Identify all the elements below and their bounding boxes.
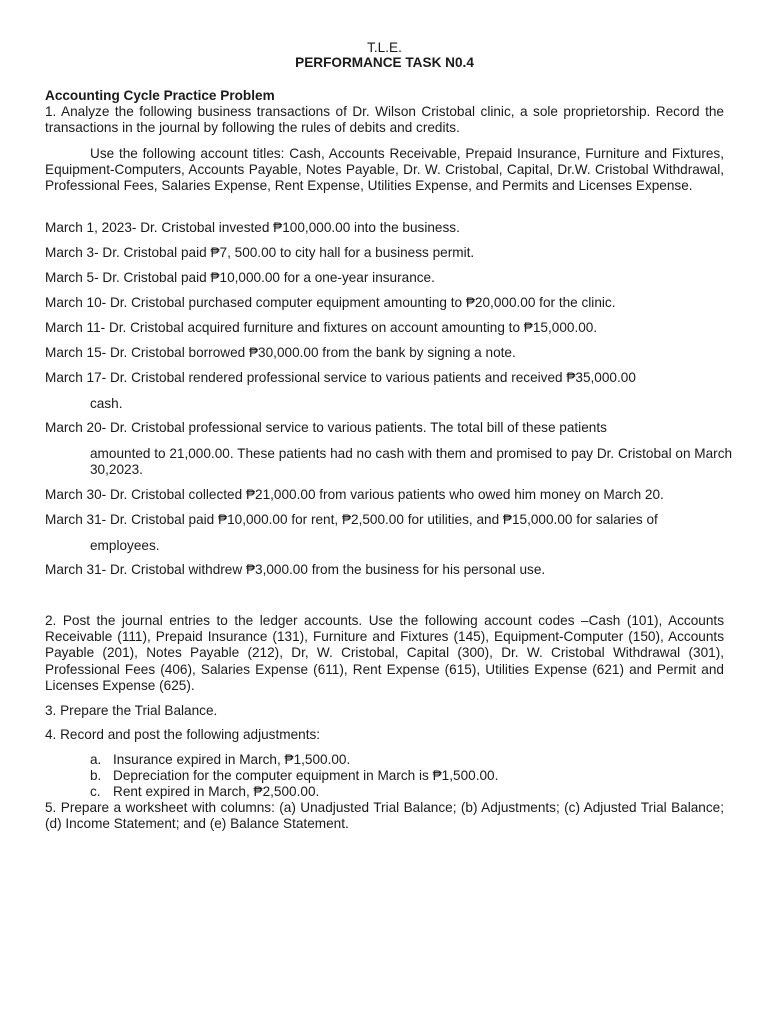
item-2-instructions: 2. Post the journal entries to the ledger accounts. Use the following account codes –Cash (101), Accounts Receivable (111), Prepaid Insurance (131), Furniture and Fixtures (145), Equipment-Computer (150), Accounts Payable (201), Notes Payable (212), Dr, W. Cristobal, Capital (300), Dr. W. Cristobal Withdrawal (301), Professional Fees (406), Salaries Expense (611), Rent Expense (615), Utilities Expense (621) and Permit and Licenses Expense (625). — [45, 613, 724, 693]
transaction-march-11: March 11- Dr. Cristobal acquired furniture and fixtures on account amounting to ₱15,000.00. — [45, 320, 598, 335]
transaction-march-20-cont: amounted to 21,000.00. These patients had no cash with them and promised to pay Dr. Cristobal on March 30,2023. — [90, 446, 733, 478]
adjustment-text: Rent expired in March, ₱2,500.00. — [113, 784, 320, 799]
adjustment-marker: c. — [90, 784, 101, 799]
transaction-march-3: March 3- Dr. Cristobal paid ₱7, 500.00 to city hall for a business permit. — [45, 245, 475, 260]
account-titles-note: Use the following account titles: Cash, Accounts Receivable, Prepaid Insurance, Furniture and Fixtures, Equipment-Computers, Accounts Payable, Notes Payable, Dr. W. Cristobal, Capital, Dr.W. Cristobal Withdrawal, Professional Fees, Salaries Expense, Rent Expense, Utilities Expense, and Permits and Licenses Expense. — [45, 146, 724, 194]
adjustment-item — [90, 784, 724, 800]
transaction-march-5: March 5- Dr. Cristobal paid ₱10,000.00 for a one-year insurance. — [45, 270, 435, 285]
transaction-march-15: March 15- Dr. Cristobal borrowed ₱30,000.00 from the bank by signing a note. — [45, 345, 516, 360]
transaction-march-31-withdrawal: March 31- Dr. Cristobal withdrew ₱3,000.00 from the business for his personal use. — [45, 562, 546, 577]
transaction-march-1: March 1, 2023- Dr. Cristobal invested ₱100,000.00 into the business. — [45, 220, 460, 235]
item-1-instructions: 1. Analyze the following business transactions of Dr. Wilson Cristobal clinic, a sole proprietorship. Record the transactions in the journal by following the rules of debits and credits. — [45, 104, 724, 136]
adjustment-marker: a. — [90, 752, 102, 767]
header-line-1: T.L.E. — [367, 40, 402, 55]
item-5-instructions: 5. Prepare a worksheet with columns: (a) Unadjusted Trial Balance; (b) Adjustments; (c) Adjusted Trial Balance; (d) Income Statement; and (e) Balance Statement. — [45, 800, 724, 832]
transaction-march-17-cont: cash. — [90, 396, 123, 411]
transaction-march-31-payments-cont: employees. — [90, 538, 160, 553]
item-4-instructions: 4. Record and post the following adjustments: — [45, 727, 321, 742]
item-3-instructions: 3. Prepare the Trial Balance. — [45, 703, 218, 718]
adjustment-item — [90, 768, 724, 784]
transaction-march-31-payments: March 31- Dr. Cristobal paid ₱10,000.00 for rent, ₱2,500.00 for utilities, and ₱15,000.00 for salaries of — [45, 512, 658, 527]
adjustment-text: Depreciation for the computer equipment in March is ₱1,500.00. — [113, 768, 499, 783]
adjustment-marker: b. — [90, 768, 102, 783]
transaction-march-20: March 20- Dr. Cristobal professional service to various patients. The total bill of these patients — [45, 420, 607, 435]
transaction-march-30: March 30- Dr. Cristobal collected ₱21,000.00 from various patients who owed him money on March 20. — [45, 487, 664, 502]
section-title: Accounting Cycle Practice Problem — [45, 88, 275, 103]
transaction-march-10: March 10- Dr. Cristobal purchased computer equipment amounting to ₱20,000.00 for the clinic. — [45, 295, 616, 310]
adjustment-text: Insurance expired in March, ₱1,500.00. — [113, 752, 351, 767]
adjustment-item — [90, 752, 724, 768]
header-line-2: PERFORMANCE TASK N0.4 — [295, 55, 474, 70]
transaction-march-17: March 17- Dr. Cristobal rendered professional service to various patients and received ₱35,000.00 — [45, 370, 636, 385]
